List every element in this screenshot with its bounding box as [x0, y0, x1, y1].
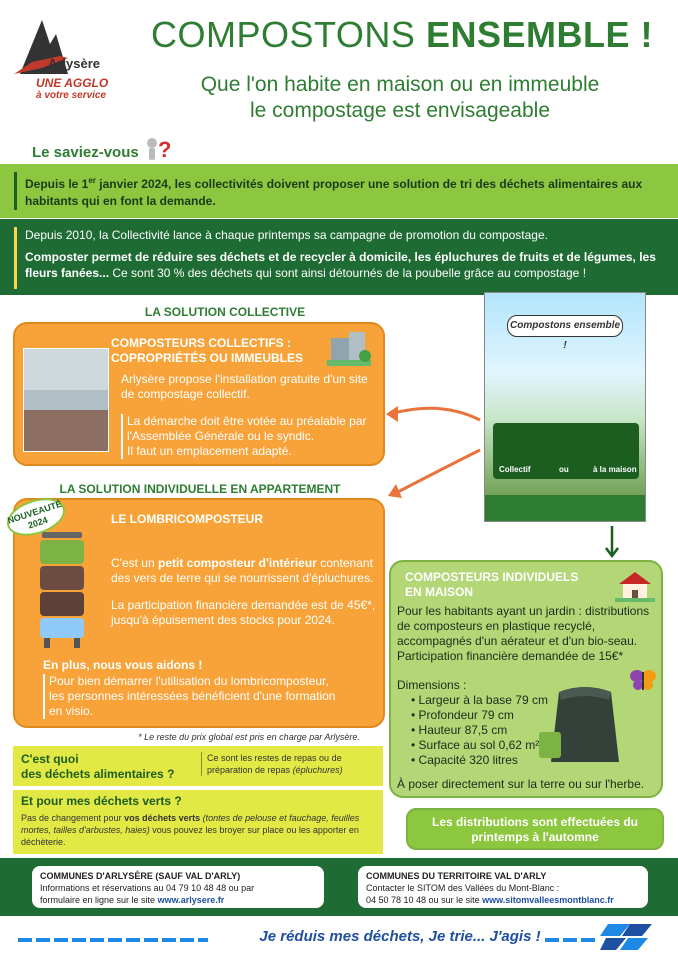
green-waste-question: Et pour mes déchets verts ?: [21, 794, 182, 808]
house-composter-description: Pour les habitants ayant un jardin : distributions de composteurs en plastique recyclé, accompagnés d'un aérateur et d'un bio-seau. Participation financière demandée de 15€*: [397, 604, 650, 663]
list-item: • Profondeur 79 cm: [411, 708, 548, 723]
lombricomposteur-price: La participation financière demandée est de 45€*, jusqu'à épuisement des stocks pour 2024.: [111, 598, 376, 627]
new-2024-badge: NOUVEAUTÉ 2024: [2, 492, 70, 543]
logo-tagline-1: UNE AGGLO: [36, 76, 109, 90]
green-waste-box: [13, 790, 383, 854]
down-arrow-icon: [604, 526, 620, 560]
arlysere-logo: [8, 14, 128, 104]
collective-composter-box: [13, 322, 385, 466]
dimensions-label: Dimensions :: [397, 678, 467, 692]
svg-text:?: ?: [158, 137, 172, 162]
arrows-icon: [380, 380, 490, 500]
lombricomposteur-description: C'est un petit composteur d'intérieur contenant des vers de terre qui se nourrissent d'épluchures.: [111, 556, 374, 585]
poster-title: Compostons ensemble !: [507, 315, 623, 337]
decorative-stripe-right: [545, 938, 595, 942]
campaign-banner: Depuis 2010, la Collectivité lance à chaque printemps sa campagne de promotion du compostage. Composter permet de réduire ses déchets et de recycler à domicile, les épluchures de fruits et de légumes, les fleurs fanées... Ce sont 30 % des déchets qui sont ainsi détournés de la poubelle grâce au compostage !: [0, 219, 678, 295]
list-item: • Surface au sol 0,62 m²: [411, 738, 548, 753]
collective-heading: COMPOSTEURS COLLECTIFS : COPROPRIÉTÉS OU IMMEUBLES: [111, 336, 304, 365]
list-item: • Capacité 320 litres: [411, 753, 548, 768]
individual-section-title: LA SOLUTION INDIVIDUELLE EN APPARTEMENT: [59, 482, 341, 496]
placement-note: À poser directement sur la terre ou sur l'herbe.: [397, 777, 645, 791]
logo-tagline-2: à votre service: [36, 90, 107, 101]
page-title: COMPOSTONS ENSEMBLE !: [151, 14, 653, 55]
butterfly-icon: [629, 668, 657, 692]
decorative-stripe-left: [18, 938, 208, 942]
worm-composter-icon: [36, 530, 88, 650]
price-footnote: * Le reste du prix global est pris en charge par Arlysère.: [138, 732, 360, 742]
house-composter-heading: COMPOSTEURS INDIVIDUELS EN MAISON: [405, 570, 579, 599]
regulation-banner: Depuis le 1er janvier 2024, les collectivités doivent proposer une solution de tri des déchets alimentaires aux habitants qui en font la demande.: [0, 164, 678, 218]
logo-name: Arlysère: [48, 56, 101, 71]
arlysere-link[interactable]: www.arlysere.fr: [157, 895, 225, 905]
poster-bins: Collectif ou à la maison: [493, 423, 639, 479]
list-item: • Hauteur 87,5 cm: [411, 723, 548, 738]
house-composter-box: [389, 560, 663, 798]
garden-composter-icon: [539, 682, 631, 768]
list-item: • Largeur à la base 79 cm: [411, 693, 548, 708]
help-text: Pour bien démarrer l'utilisation du lombricomposteur, les personnes intéressées bénéficient d'une formation en visio.: [43, 674, 343, 719]
building-icon: [327, 330, 371, 368]
green-waste-answer: Pas de changement pour vos déchets verts (tontes de pelouse et fauchage, feuilles mortes, tailles d'arbustes, haies) vous pouvez les broyer sur place ou les apporter en déchèterie.: [21, 813, 360, 847]
recycling-brand-icon: [600, 920, 652, 952]
distribution-note: Les distributions sont effectuées du printemps à l'automne: [406, 808, 664, 850]
collective-description: Arlysère propose l'installation gratuite d'un site de compostage collectif.: [121, 372, 368, 401]
saviez-vous-label: Le saviez-vous: [32, 144, 139, 161]
collective-requirements: La démarche doit être votée au préalable par l'Assemblée Générale ou le syndic. Il faut un emplacement adapté.: [121, 414, 371, 459]
slogan: Je réduis mes déchets, Je trie... J'agis !: [259, 928, 541, 945]
page-subtitle: Que l'on habite en maison ou en immeuble le compostage est envisageable: [200, 73, 600, 122]
dimensions-list: [411, 693, 548, 768]
help-heading: En plus, nous vous aidons !: [43, 658, 203, 672]
contact-footer: [0, 858, 678, 916]
campaign-poster: [484, 292, 646, 522]
sitom-link[interactable]: www.sitomvalleesmontblanc.fr: [482, 895, 614, 905]
collective-section-title: LA SOLUTION COLLECTIVE: [144, 305, 306, 319]
food-waste-answer: Ce sont les restes de repas ou de préparation de repas (épluchures): [201, 752, 379, 776]
food-waste-box: [13, 746, 383, 786]
food-waste-question: C'est quoi des déchets alimentaires ?: [21, 752, 175, 781]
house-icon: [615, 568, 655, 602]
contact-card-val-arly: COMMUNES DU TERRITOIRE VAL D'ARLY Contacter le SITOM des Vallées du Mont-Blanc : 04 50 78 10 48 ou sur le site www.sitomvalleesmontblanc.fr: [358, 866, 648, 908]
contact-card-arlysere: COMMUNES D'ARLYSÈRE (SAUF VAL D'ARLY) Informations et réservations au 04 79 10 48 48 ou par formulaire en ligne sur le site www.arlysere.fr: [32, 866, 324, 908]
lombricomposteur-heading: LE LOMBRICOMPOSTEUR: [111, 512, 263, 526]
building-photo: [23, 348, 109, 452]
question-mark-icon: [144, 135, 170, 163]
